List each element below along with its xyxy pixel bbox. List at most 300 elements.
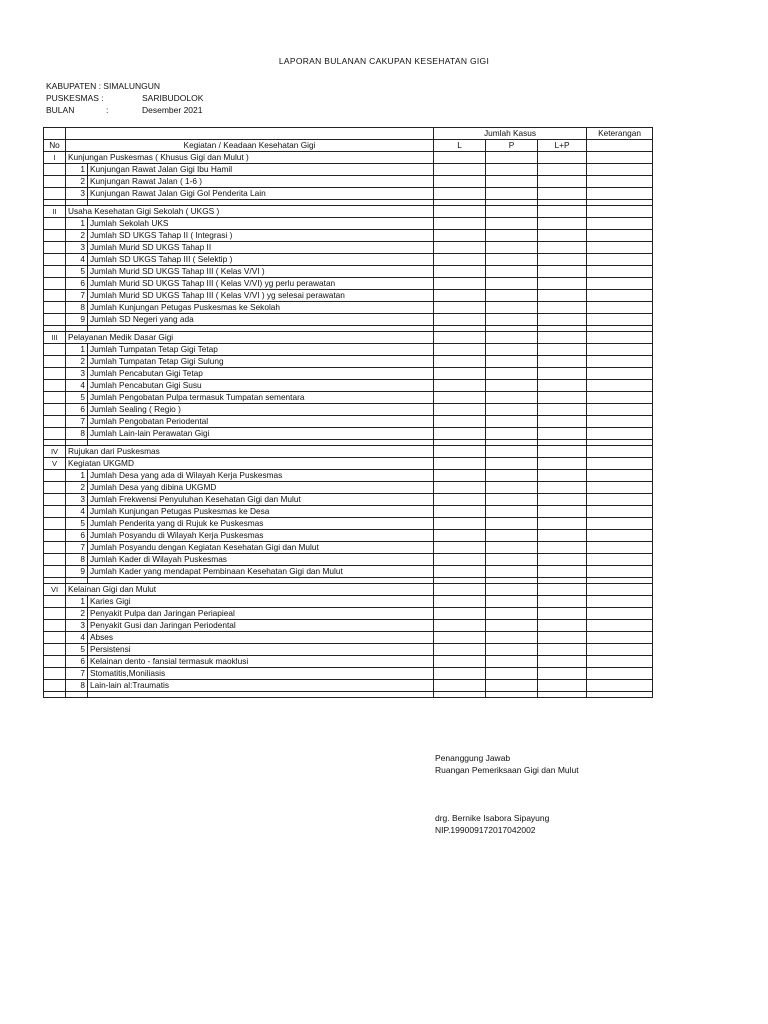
spacer-cell xyxy=(434,692,486,698)
lp-cell xyxy=(538,356,587,368)
signature-unit: Ruangan Pemeriksaan Gigi dan Mulut xyxy=(435,765,579,775)
item-label: Jumlah Frekwensi Penyuluhan Kesehatan Gigi dan Mulut xyxy=(88,494,434,506)
p-cell xyxy=(486,506,538,518)
item-label: Kunjungan Rawat Jalan Gigi Ibu Hamil xyxy=(88,164,434,176)
p-cell xyxy=(486,332,538,344)
item-label: Jumlah Lain-lain Perawatan Gigi xyxy=(88,428,434,440)
section-spacer-cell xyxy=(44,680,66,692)
section-spacer-cell xyxy=(44,230,66,242)
item-label: Lain-lain al:Traumatis xyxy=(88,680,434,692)
keterangan-header: Keterangan xyxy=(587,128,653,140)
keterangan-cell xyxy=(587,446,653,458)
l-cell xyxy=(434,176,486,188)
item-number: 1 xyxy=(66,596,88,608)
bulan-separator: : xyxy=(106,105,109,115)
item-number: 5 xyxy=(66,392,88,404)
puskesmas-value: SARIBUDOLOK xyxy=(142,93,204,103)
p-cell xyxy=(486,596,538,608)
lp-cell xyxy=(538,188,587,200)
lp-cell xyxy=(538,218,587,230)
section-spacer-cell xyxy=(44,218,66,230)
item-label: Jumlah SD Negeri yang ada xyxy=(88,314,434,326)
section-title: Kegiatan UKGMD xyxy=(66,458,434,470)
p-cell xyxy=(486,404,538,416)
item-number: 8 xyxy=(66,680,88,692)
lp-cell xyxy=(538,554,587,566)
p-cell xyxy=(486,458,538,470)
p-cell xyxy=(486,542,538,554)
section-row xyxy=(44,446,653,458)
header-cell xyxy=(44,128,66,140)
spacer-cell xyxy=(88,692,434,698)
p-cell xyxy=(486,518,538,530)
section-spacer-cell xyxy=(44,290,66,302)
lp-cell xyxy=(538,278,587,290)
table-row xyxy=(44,656,653,668)
l-cell xyxy=(434,608,486,620)
l-cell xyxy=(434,230,486,242)
keterangan-cell xyxy=(587,332,653,344)
l-cell xyxy=(434,278,486,290)
section-row xyxy=(44,152,653,164)
l-cell xyxy=(434,266,486,278)
table-row xyxy=(44,314,653,326)
item-number: 8 xyxy=(66,554,88,566)
lp-cell xyxy=(538,542,587,554)
lp-cell xyxy=(538,332,587,344)
lp-cell xyxy=(538,230,587,242)
section-spacer-cell xyxy=(44,566,66,578)
section-spacer-cell xyxy=(44,596,66,608)
table-row xyxy=(44,188,653,200)
table-row xyxy=(44,632,653,644)
section-row xyxy=(44,332,653,344)
l-cell xyxy=(434,254,486,266)
p-cell xyxy=(486,608,538,620)
table-row xyxy=(44,368,653,380)
item-number: 4 xyxy=(66,380,88,392)
item-label: Jumlah Kader di Wilayah Puskesmas xyxy=(88,554,434,566)
lp-cell xyxy=(538,596,587,608)
item-label: Persistensi xyxy=(88,644,434,656)
keterangan-cell xyxy=(587,656,653,668)
keterangan-cell xyxy=(587,188,653,200)
table-row xyxy=(44,482,653,494)
item-number: 2 xyxy=(66,482,88,494)
table-row xyxy=(44,470,653,482)
section-spacer-cell xyxy=(44,494,66,506)
spacer-row xyxy=(44,692,653,698)
table-row xyxy=(44,494,653,506)
lp-cell xyxy=(538,680,587,692)
section-spacer-cell xyxy=(44,656,66,668)
l-cell xyxy=(434,368,486,380)
lp-cell xyxy=(538,266,587,278)
item-number: 1 xyxy=(66,218,88,230)
p-cell xyxy=(486,668,538,680)
no-header: No xyxy=(44,140,66,152)
lp-cell xyxy=(538,656,587,668)
table-row xyxy=(44,542,653,554)
section-spacer-cell xyxy=(44,554,66,566)
p-cell xyxy=(486,644,538,656)
p-cell xyxy=(486,230,538,242)
lp-cell xyxy=(538,644,587,656)
item-number: 9 xyxy=(66,566,88,578)
item-label: Jumlah SD UKGS Tahap II ( Integrasi ) xyxy=(88,230,434,242)
lp-cell xyxy=(538,482,587,494)
item-number: 5 xyxy=(66,266,88,278)
item-number: 3 xyxy=(66,242,88,254)
l-cell xyxy=(434,290,486,302)
p-cell xyxy=(486,152,538,164)
l-cell xyxy=(434,542,486,554)
item-number: 7 xyxy=(66,290,88,302)
lp-cell xyxy=(538,494,587,506)
l-cell xyxy=(434,314,486,326)
l-cell xyxy=(434,446,486,458)
item-number: 6 xyxy=(66,278,88,290)
signature-name: drg. Bernike Isabora Sipayung xyxy=(435,813,550,823)
lp-cell xyxy=(538,242,587,254)
table-row xyxy=(44,164,653,176)
lp-cell xyxy=(538,176,587,188)
section-spacer-cell xyxy=(44,344,66,356)
keterangan-cell xyxy=(587,470,653,482)
keterangan-cell xyxy=(587,530,653,542)
table-row xyxy=(44,596,653,608)
p-cell xyxy=(486,494,538,506)
table-row xyxy=(44,356,653,368)
p-cell xyxy=(486,470,538,482)
keterangan-cell xyxy=(587,314,653,326)
section-spacer-cell xyxy=(44,164,66,176)
table-row xyxy=(44,518,653,530)
p-cell xyxy=(486,218,538,230)
lp-cell xyxy=(538,380,587,392)
item-label: Jumlah Posyandu dengan Kegiatan Kesehatan Gigi dan Mulut xyxy=(88,542,434,554)
keterangan-cell xyxy=(587,218,653,230)
section-spacer-cell xyxy=(44,302,66,314)
lp-cell xyxy=(538,314,587,326)
section-spacer-cell xyxy=(44,470,66,482)
lp-cell xyxy=(538,620,587,632)
item-label: Jumlah Tumpatan Tetap Gigi Sulung xyxy=(88,356,434,368)
lp-header: L+P xyxy=(538,140,587,152)
table-body xyxy=(44,152,653,698)
l-cell xyxy=(434,356,486,368)
lp-cell xyxy=(538,254,587,266)
p-cell xyxy=(486,554,538,566)
report-title: LAPORAN BULANAN CAKUPAN KESEHATAN GIGI xyxy=(278,56,490,66)
item-label: Abses xyxy=(88,632,434,644)
l-cell xyxy=(434,680,486,692)
item-number: 2 xyxy=(66,608,88,620)
keterangan-cell xyxy=(587,266,653,278)
keterangan-cell xyxy=(587,482,653,494)
item-number: 3 xyxy=(66,188,88,200)
item-number: 6 xyxy=(66,530,88,542)
item-number: 6 xyxy=(66,656,88,668)
section-number: IV xyxy=(44,446,66,458)
l-header: L xyxy=(434,140,486,152)
table-row xyxy=(44,176,653,188)
spacer-cell xyxy=(587,692,653,698)
l-cell xyxy=(434,242,486,254)
section-number: V xyxy=(44,458,66,470)
table-row xyxy=(44,254,653,266)
jumlah-kasus-header: Jumlah Kasus xyxy=(434,128,587,140)
item-number: 8 xyxy=(66,302,88,314)
l-cell xyxy=(434,164,486,176)
p-cell xyxy=(486,176,538,188)
section-spacer-cell xyxy=(44,254,66,266)
item-number: 3 xyxy=(66,620,88,632)
p-cell xyxy=(486,242,538,254)
keterangan-cell xyxy=(587,344,653,356)
keterangan-cell xyxy=(587,668,653,680)
keterangan-cell xyxy=(587,620,653,632)
item-label: Jumlah Posyandu di Wilayah Kerja Puskesmas xyxy=(88,530,434,542)
lp-cell xyxy=(538,518,587,530)
keterangan-cell xyxy=(587,404,653,416)
signature-role: Penanggung Jawab xyxy=(435,753,511,763)
item-number: 4 xyxy=(66,254,88,266)
item-number: 7 xyxy=(66,668,88,680)
table-row xyxy=(44,428,653,440)
p-cell xyxy=(486,680,538,692)
p-cell xyxy=(486,446,538,458)
bulan-line xyxy=(46,104,202,116)
section-spacer-cell xyxy=(44,392,66,404)
item-label: Jumlah Pengobatan Pulpa termasuk Tumpatan sementara xyxy=(88,392,434,404)
p-cell xyxy=(486,632,538,644)
l-cell xyxy=(434,668,486,680)
keterangan-cell xyxy=(587,152,653,164)
p-cell xyxy=(486,278,538,290)
p-cell xyxy=(486,530,538,542)
item-number: 5 xyxy=(66,518,88,530)
l-cell xyxy=(434,620,486,632)
l-cell xyxy=(434,656,486,668)
table-row xyxy=(44,218,653,230)
item-label: Jumlah Kunjungan Petugas Puskesmas ke Sekolah xyxy=(88,302,434,314)
item-label: Kunjungan Rawat Jalan Gigi Gol Penderita Lain xyxy=(88,188,434,200)
p-cell xyxy=(486,188,538,200)
table-row xyxy=(44,530,653,542)
l-cell xyxy=(434,632,486,644)
keterangan-cell xyxy=(587,380,653,392)
table-row xyxy=(44,392,653,404)
l-cell xyxy=(434,596,486,608)
p-cell xyxy=(486,566,538,578)
item-label: Jumlah Tumpatan Tetap Gigi Tetap xyxy=(88,344,434,356)
bulan-label: BULAN xyxy=(46,105,75,115)
section-spacer-cell xyxy=(44,278,66,290)
lp-cell xyxy=(538,632,587,644)
p-cell xyxy=(486,428,538,440)
header-row-2 xyxy=(44,140,653,152)
header-cell xyxy=(66,128,434,140)
p-cell xyxy=(486,206,538,218)
l-cell xyxy=(434,530,486,542)
l-cell xyxy=(434,428,486,440)
keterangan-cell xyxy=(587,416,653,428)
section-spacer-cell xyxy=(44,506,66,518)
lp-cell xyxy=(538,290,587,302)
item-label: Jumlah Sealing ( Regio ) xyxy=(88,404,434,416)
l-cell xyxy=(434,518,486,530)
spacer-cell xyxy=(538,692,587,698)
lp-cell xyxy=(538,584,587,596)
item-number: 2 xyxy=(66,356,88,368)
kabupaten-line: KABUPATEN : SIMALUNGUN xyxy=(46,81,160,91)
keterangan-cell xyxy=(587,608,653,620)
section-spacer-cell xyxy=(44,314,66,326)
section-title: Rujukan dari Puskesmas xyxy=(66,446,434,458)
table-row xyxy=(44,380,653,392)
section-number: III xyxy=(44,332,66,344)
section-spacer-cell xyxy=(44,404,66,416)
lp-cell xyxy=(538,530,587,542)
lp-cell xyxy=(538,152,587,164)
l-cell xyxy=(434,458,486,470)
l-cell xyxy=(434,566,486,578)
item-label: Jumlah Murid SD UKGS Tahap II xyxy=(88,242,434,254)
keterangan-cell xyxy=(587,254,653,266)
keterangan-cell xyxy=(587,458,653,470)
item-label: Kelainan dento - fansial termasuk maoklusi xyxy=(88,656,434,668)
keterangan-cell xyxy=(587,506,653,518)
section-spacer-cell xyxy=(44,608,66,620)
keterangan-cell xyxy=(587,644,653,656)
item-label: Kunjungan Rawat Jalan ( 1-6 ) xyxy=(88,176,434,188)
section-number: II xyxy=(44,206,66,218)
keterangan-cell xyxy=(587,302,653,314)
section-title: Kelainan Gigi dan Mulut xyxy=(66,584,434,596)
p-cell xyxy=(486,290,538,302)
section-spacer-cell xyxy=(44,176,66,188)
section-number: I xyxy=(44,152,66,164)
spacer-cell xyxy=(486,692,538,698)
lp-cell xyxy=(538,392,587,404)
item-label: Jumlah Desa yang dibina UKGMD xyxy=(88,482,434,494)
lp-cell xyxy=(538,302,587,314)
keterangan-cell xyxy=(587,428,653,440)
section-spacer-cell xyxy=(44,356,66,368)
l-cell xyxy=(434,152,486,164)
header-row-1 xyxy=(44,128,653,140)
p-cell xyxy=(486,254,538,266)
section-spacer-cell xyxy=(44,428,66,440)
table-row xyxy=(44,416,653,428)
section-row xyxy=(44,206,653,218)
lp-cell xyxy=(538,506,587,518)
section-spacer-cell xyxy=(44,632,66,644)
l-cell xyxy=(434,554,486,566)
keterangan-cell xyxy=(587,566,653,578)
p-cell xyxy=(486,164,538,176)
l-cell xyxy=(434,344,486,356)
item-number: 1 xyxy=(66,344,88,356)
lp-cell xyxy=(538,404,587,416)
keterangan-cell xyxy=(587,230,653,242)
item-number: 2 xyxy=(66,230,88,242)
table-row xyxy=(44,230,653,242)
item-label: Jumlah SD UKGS Tahap III ( Selektip ) xyxy=(88,254,434,266)
l-cell xyxy=(434,188,486,200)
p-header: P xyxy=(486,140,538,152)
table-row xyxy=(44,668,653,680)
table-row xyxy=(44,506,653,518)
bulan-value: Desember 2021 xyxy=(142,105,203,115)
keterangan-cell xyxy=(587,680,653,692)
item-number: 7 xyxy=(66,542,88,554)
item-number: 7 xyxy=(66,416,88,428)
item-label: Stomatitis,Moniliasis xyxy=(88,668,434,680)
lp-cell xyxy=(538,368,587,380)
lp-cell xyxy=(538,344,587,356)
l-cell xyxy=(434,392,486,404)
item-label: Penyakit Gusi dan Jaringan Periodental xyxy=(88,620,434,632)
item-number: 5 xyxy=(66,644,88,656)
l-cell xyxy=(434,584,486,596)
item-label: Penyakit Pulpa dan Jaringan Periapieal xyxy=(88,608,434,620)
p-cell xyxy=(486,368,538,380)
keterangan-cell xyxy=(587,596,653,608)
p-cell xyxy=(486,482,538,494)
section-title: Pelayanan Medik Dasar Gigi xyxy=(66,332,434,344)
section-spacer-cell xyxy=(44,620,66,632)
keterangan-cell xyxy=(587,164,653,176)
table-row xyxy=(44,266,653,278)
keterangan-cell xyxy=(587,554,653,566)
item-label: Jumlah Murid SD UKGS Tahap III ( Kelas V/VI) yg perlu perawatan xyxy=(88,278,434,290)
item-number: 4 xyxy=(66,506,88,518)
section-spacer-cell xyxy=(44,518,66,530)
spacer-cell xyxy=(44,692,66,698)
item-label: Jumlah Kader yang mendapat Pembinaan Kesehatan Gigi dan Mulut xyxy=(88,566,434,578)
puskesmas-label: PUSKESMAS : xyxy=(46,93,104,103)
keterangan-cell xyxy=(587,278,653,290)
item-label: Jumlah Murid SD UKGS Tahap III ( Kelas V/VI ) yg selesai perawatan xyxy=(88,290,434,302)
kegiatan-header: Kegiatan / Keadaan Kesehatan Gigi xyxy=(66,140,434,152)
l-cell xyxy=(434,380,486,392)
l-cell xyxy=(434,206,486,218)
section-spacer-cell xyxy=(44,188,66,200)
item-number: 3 xyxy=(66,494,88,506)
signature-nip: NIP.199009172017042002 xyxy=(435,825,536,835)
keterangan-cell xyxy=(587,290,653,302)
p-cell xyxy=(486,620,538,632)
p-cell xyxy=(486,344,538,356)
header-cell xyxy=(587,140,653,152)
item-number: 6 xyxy=(66,404,88,416)
table-row xyxy=(44,290,653,302)
keterangan-cell xyxy=(587,518,653,530)
section-spacer-cell xyxy=(44,644,66,656)
item-label: Jumlah Pencabutan Gigi Tetap xyxy=(88,368,434,380)
table-row xyxy=(44,554,653,566)
item-number: 1 xyxy=(66,470,88,482)
item-number: 4 xyxy=(66,632,88,644)
l-cell xyxy=(434,218,486,230)
table-row xyxy=(44,302,653,314)
item-label: Jumlah Pengobatan Periodental xyxy=(88,416,434,428)
p-cell xyxy=(486,380,538,392)
p-cell xyxy=(486,302,538,314)
l-cell xyxy=(434,644,486,656)
